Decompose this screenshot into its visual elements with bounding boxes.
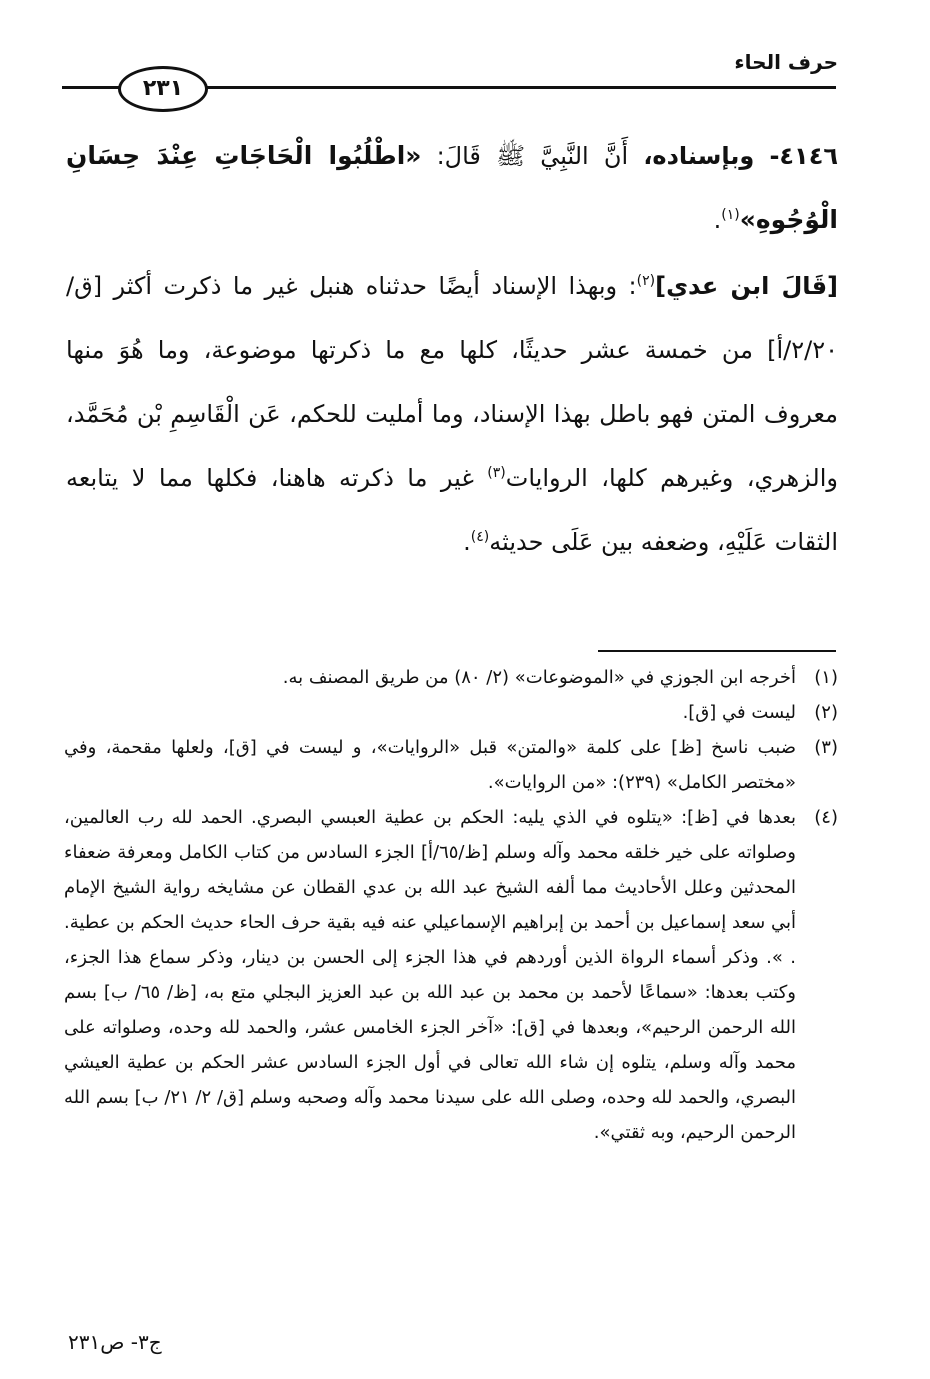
main-text	[66, 124, 838, 574]
hadith-text: «اطْلُبُوا الْحَاجَاتِ عِنْدَ حِسَانِ الْوُجُوهِ»	[66, 141, 838, 234]
volume-page-folio: ج٣- ص٢٣١	[68, 1330, 162, 1354]
commentary-paragraph	[66, 254, 838, 574]
footnote-item	[64, 695, 838, 730]
commentary-end: .	[463, 528, 471, 556]
footnote-ref-2: (٢)	[636, 273, 656, 289]
hadith-intro: أَنَّ النَّبِيَّ ﷺ قَالَ:	[436, 142, 629, 170]
paragraph-end: .	[713, 206, 722, 234]
footnote-ref-4: (٤)	[470, 529, 490, 545]
commentary-text-2: غير ما ذكرته هاهنا، فكلها مما لا يتابعه الثقات عَلَيْهِ، وضعفه بين عَلَى حديثه	[66, 464, 838, 556]
footnote-number: (٤)	[814, 807, 838, 828]
footnote-item	[64, 730, 838, 800]
footnote-text: بعدها في [ظ]: «يتلوه في الذي يليه: الحكم بن عطية العبسي البصري. الحمد لله رب العالمين، وصلواته على خير خلقه محمد وآله وسلم [ظ/٦٥/أ] الجزء السادس من كتاب الكامل ومعرفة ضعفاء المحدثين وعلل الأحاديث مما ألفه الشيخ عبد الله بن عدي القطان عن مشايخه رواية الشيخ الإمام أبي سعد إسماعيل بن أحمد بن إبراهيم الإسماعيلي عنه فيه بقية حرف الحاء حديث الحكم بن عطية. . ». وذكر أسماء الرواة الذين أوردهم في هذا الجزء إلى الحسن بن دينار، وذكر سماع هذا الجزء، وكتب بعدها: «سماعًا لأحمد بن محمد بن عبد الله بن عبد العزيز البجلي متع به، [ظ/ ٦٥/ ب] بسم الله الرحمن الرحيم»، وبعدها في [ق]: «آخر الجزء الخامس عشر، والحمد لله وحده، وصلواته على محمد وآله وسلم، يتلوه إن شاء الله تعالى في أول الجزء السادس عشر الحكم بن عطية العيشي البصري، والحمد لله وحده، وصلى الله على سيدنا محمد وآله وصحبه وسلم [ق/ ٢/ ٢١/ ب] بسم الله الرحمن الرحيم، وبه ثقتي».	[64, 807, 796, 1143]
commentary-lead: [قَالَ ابن عدي]	[655, 272, 839, 300]
footnote-text: أخرجه ابن الجوزي في «الموضوعات» (٢/ ٨٠) من طريق المصنف به.	[282, 667, 796, 688]
footnote-ref-3: (٣)	[487, 465, 506, 481]
footnote-text: ضبب ناسخ [ظ] على كلمة «والمتن» قبل «الروايات»، و ليست في [ق]، ولعلها مقحمة، وفي «مختصر الكامل» (٢٣٩): «من الروايات».	[64, 737, 796, 793]
hadith-number: ٤١٤٦-	[769, 142, 838, 170]
footnote-text: ليست في [ق].	[682, 702, 796, 723]
footnote-number: (٣)	[814, 737, 838, 758]
footnote-separator	[598, 650, 836, 652]
running-title: حرف الحاء	[734, 50, 838, 74]
footnote-ref-1: (١)	[721, 207, 740, 223]
commentary-text-1: : وبهذا الإسناد أيضًا حدثناه هنبل غير ما ذكرت أكثر [ق/٢/٢٠/أ] من خمسة عشر حديثًا، كلها مع ما ذكرتها موضوعة، وما هُوَ منها معروف المتن فهو باطل بهذا الإسناد، وما أمليت للحكم، عَن الْقَاسِمِ بْن مُحَمَّد، والزهري، وغيرهم كلها، الروايات	[66, 272, 838, 492]
footnote-number: (١)	[814, 667, 838, 688]
page-number-badge: ٢٣١	[118, 66, 208, 112]
isnad-lead: وبإسناده،	[643, 142, 755, 170]
hadith-paragraph	[66, 124, 838, 252]
footnotes	[64, 660, 838, 1150]
footnote-item	[64, 660, 838, 695]
footnote-item	[64, 800, 838, 1150]
footnote-number: (٢)	[814, 702, 838, 723]
